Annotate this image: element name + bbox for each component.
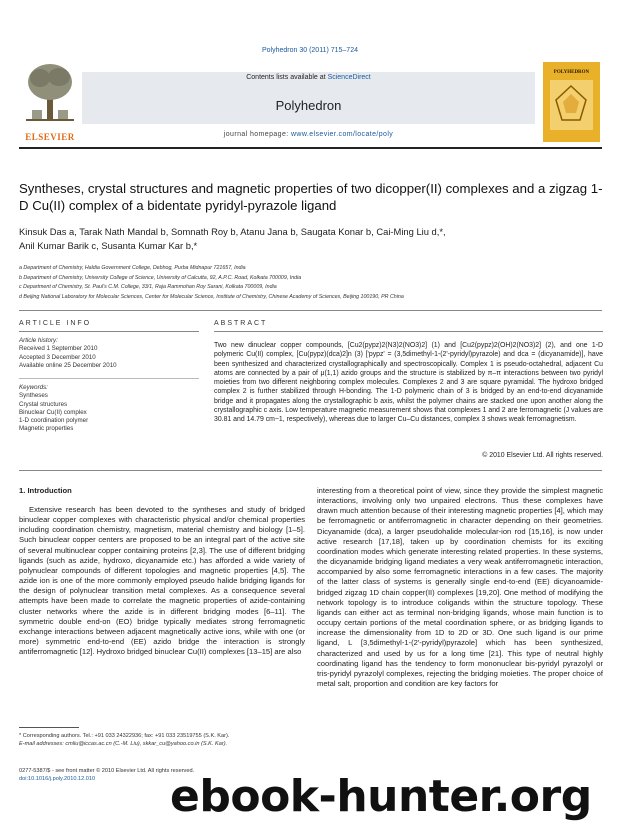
keywords-label: Keywords: [19, 384, 48, 391]
received-date: Received 1 September 2010 [19, 345, 98, 353]
keywords-rule [19, 378, 199, 379]
affiliation-c: c Department of Chemistry, St. Paul's C.M. College, 33/1, Raja Rammohan Roy Sarani, Kolkata 700009, India [19, 284, 277, 290]
keyword: Crystal structures [19, 400, 68, 408]
abstract-text: Two new dinuclear copper compounds, [Cu2(pypz)2(N3)2(NO3)2] (1) and [Cu2(pypz)2(OH)2(NO3)2] (2), and one 1-D polymeric Cu(II) complex, [Cu(pypz)(dca)2]n (3) ['pypz' = (3,5dimethyl-1-(2'-pyridyl)pyrazole) and dca = (dicyanamide)], have been synthesized and characterized crystallographically and spectroscopically. Complex 1 is pseudo-octahedral, adjacent Cu atoms are connected by a pair of μ(1,1) azido groups and the structure is stabilized by π–π interactions between two pyridyl moieties from two different neighboring complex molecules. Complexes 2 and 3 are square pyramidal. The hydroxo bridged complex 2 is further stabilized through H-bonding. The 1-D polymeric chain of 3 is bridged by an end-to-end dicyanamide bridge and it propagates along the crystallographic b axis, whilst the polymer chains are stacked one upon another along the crystallographic c axis. Low temperature magnetic measurement shows that complexes 1 and 2 are ferromagnetic (J values are 30.81 and 14.79 cm−1, respectively), whereas due to larger Cu–Cu distances, complex 3 shows weak ferromagnetism. [214, 342, 603, 423]
copyright-line: © 2010 Elsevier Ltd. All rights reserved. [482, 452, 603, 459]
affiliation-rule [19, 310, 602, 311]
accepted-date: Accepted 3 December 2010 [19, 353, 96, 361]
elsevier-wordmark: ELSEVIER [25, 132, 75, 142]
cover-title: POLYHEDRON [553, 70, 590, 75]
affiliation-b: b Department of Chemistry, University College of Science, University of Calcutta, 92, A.P.C. Road, Kolkata 700009, India [19, 274, 302, 281]
abstract-rule [214, 331, 603, 332]
corresponding-author-note: * Corresponding authors. Tel.: +91 033 24322936; fax: +91 033 23519755 (S.K. Kar). [19, 733, 230, 739]
footnotes [19, 732, 305, 749]
elsevier-tree-logo [26, 62, 74, 122]
keyword: 1-D coordination polymer [19, 417, 89, 425]
footnote-rule [19, 727, 79, 728]
abstract-heading: ABSTRACT [214, 320, 268, 327]
keyword: Syntheses [19, 392, 48, 400]
watermark: ebook-hunter.org [170, 771, 592, 822]
history-label: Article history: [19, 337, 58, 344]
affiliation-d: d Beijing National Laboratory for Molecular Sciences, Center for Molecular Science, Institute of Chemistry, Chinese Academy of Sciences, Beijing 100190, PR China [19, 293, 404, 300]
homepage-link[interactable]: www.elsevier.com/locate/poly [290, 131, 394, 138]
journal-homepage [82, 131, 535, 138]
affiliation-a: a Department of Chemistry, Haldia Government College, Debhog, Purba Midnapur 721657, India [19, 265, 246, 271]
contents-prefix: Contents lists available at [246, 74, 328, 81]
homepage-prefix: journal homepage: [223, 131, 291, 138]
section-heading-introduction: 1. Introduction [19, 486, 72, 495]
body-left-column [19, 505, 305, 657]
header-rule [19, 147, 602, 149]
article-info-rule [19, 331, 199, 332]
cover-artwork [550, 80, 593, 130]
paper-title: Syntheses, crystal structures and magnetic properties of two dicopper(II) complexes and a zigzag 1-D Cu(II) complex of a bidentate pyridyl-pyrazole ligand [19, 181, 603, 213]
journal-title: Polyhedron [275, 98, 342, 113]
email-addresses[interactable]: E-mail addresses: cmliu@iccas.ac.cn (C.-M. Liu), skkar_cu@yahoo.co.in (S.K. Kar). [19, 741, 228, 748]
doi-link[interactable]: doi:10.1016/j.poly.2010.12.010 [19, 776, 96, 783]
issn-line: 0277-5387/$ - see front matter © 2010 Elsevier Ltd. All rights reserved. [19, 768, 195, 774]
keyword: Binuclear Cu(II) complex [19, 408, 87, 416]
affiliations [19, 264, 609, 302]
online-date: Available online 25 December 2010 [19, 361, 117, 369]
authors-line-1[interactable]: Kinsuk Das a, Tarak Nath Mandal b, Somnath Roy b, Atanu Jana b, Saugata Konar b, Cai-Ming Liu d,*, [19, 226, 446, 237]
intro-paragraph: Extensive research has been devoted to the syntheses and study of bridged binuclear copper complexes with characteristic physical and/or chemical properties including coordination chemistry, magnetism, material chemistry and biology [1–5]. Such binuclear copper centers are proposed to be an integral part of the active site of several multinuclear copper containing proteins [2,3]. The use of different bridging ligands (such as azide, hydroxo, dicyanamide etc.) has afforded a wide variety of polynuclear compounds of different topologies and magnetic properties [4,5]. The azide ion is one of the more commonly employed pseudo halide bridging ligands for the design of polynuclear transition metal complexes. As a consequence several attempts have been made to correlate the magnetic properties of azide-containing cluster networks where the azide is in different bridging modes [6–11]. The symmetric double end-on (EO) bridge typically mediates strong ferromagnetic exchange interactions between adjacent magnetically active ions, while with one (or more) symmetric end-to-end (EE) azido bridge the interaction is strongly antiferromagnetic [12]. Hydroxo bridged binuclear Cu(II) complexes [13–15] are also [19, 505, 305, 657]
contents-line [82, 74, 535, 81]
author-list [19, 225, 609, 253]
journal-citation[interactable]: Polyhedron 30 (2011) 715–724 [261, 47, 358, 54]
keyword: Magnetic properties [19, 425, 74, 433]
article-history [19, 337, 199, 370]
keywords [19, 384, 199, 434]
intro-paragraph-continued: interesting from a theoretical point of view, since they provide the simplest magnetic interactions, involving only two unpaired electrons. Thus these complexes have drawn much attention because of their interesting magnetic properties [4], which may be ferromagnetic or antiferromagnetic in character depending on their geometries. Dicyanamide (dca), a larger pseudohalide molecular-ion rod [15,16], is now under active research [17,18], taken up by coordination chemists for its exciting coordination modes which generate interesting related properties. In these systems, the dicyanamide bridging ligand mediates a very weak antiferromagnetic interaction, accompanied by also some ferromagnetic interactions in a few cases. The majority of the latter class of systems is generally single end-to-end (EE) dicyanoamide-bridged zigzag 1D chain copper(II) complexes [19,20]. One method of modifying the network topology is to introduce coligands within the structure topology. These ligands can either act as terminal non-bridging ligands, whose main function is to occupy certain portions of the metal coordination sphere, or as bridging ligands to increase the dimensionality from 1D to 2D or 3D. One such ligand is our prime ligand, L [3,5dimethyl-1-(2'-pyridyl)pyrazole] which has been synthesized, characterized and used by us for a long time [21]. This type of neutral highly coordinating ligand has the tendency to form mononuclear bis-pyridyl pyrazolyl or tris-pyridyl pyrazolyl complexes, rejecting the bridging moieties. The proper choice of metal salt, proportion and condition are key factors for [317, 486, 603, 688]
body-right-column [317, 486, 603, 689]
authors-line-2[interactable]: Anil Kumar Barik c, Susanta Kumar Kar b,* [19, 240, 198, 251]
abstract-bottom-rule [19, 470, 602, 471]
article-info-heading: ARTICLE INFO [19, 320, 92, 327]
sciencedirect-link[interactable]: ScienceDirect [327, 74, 371, 81]
